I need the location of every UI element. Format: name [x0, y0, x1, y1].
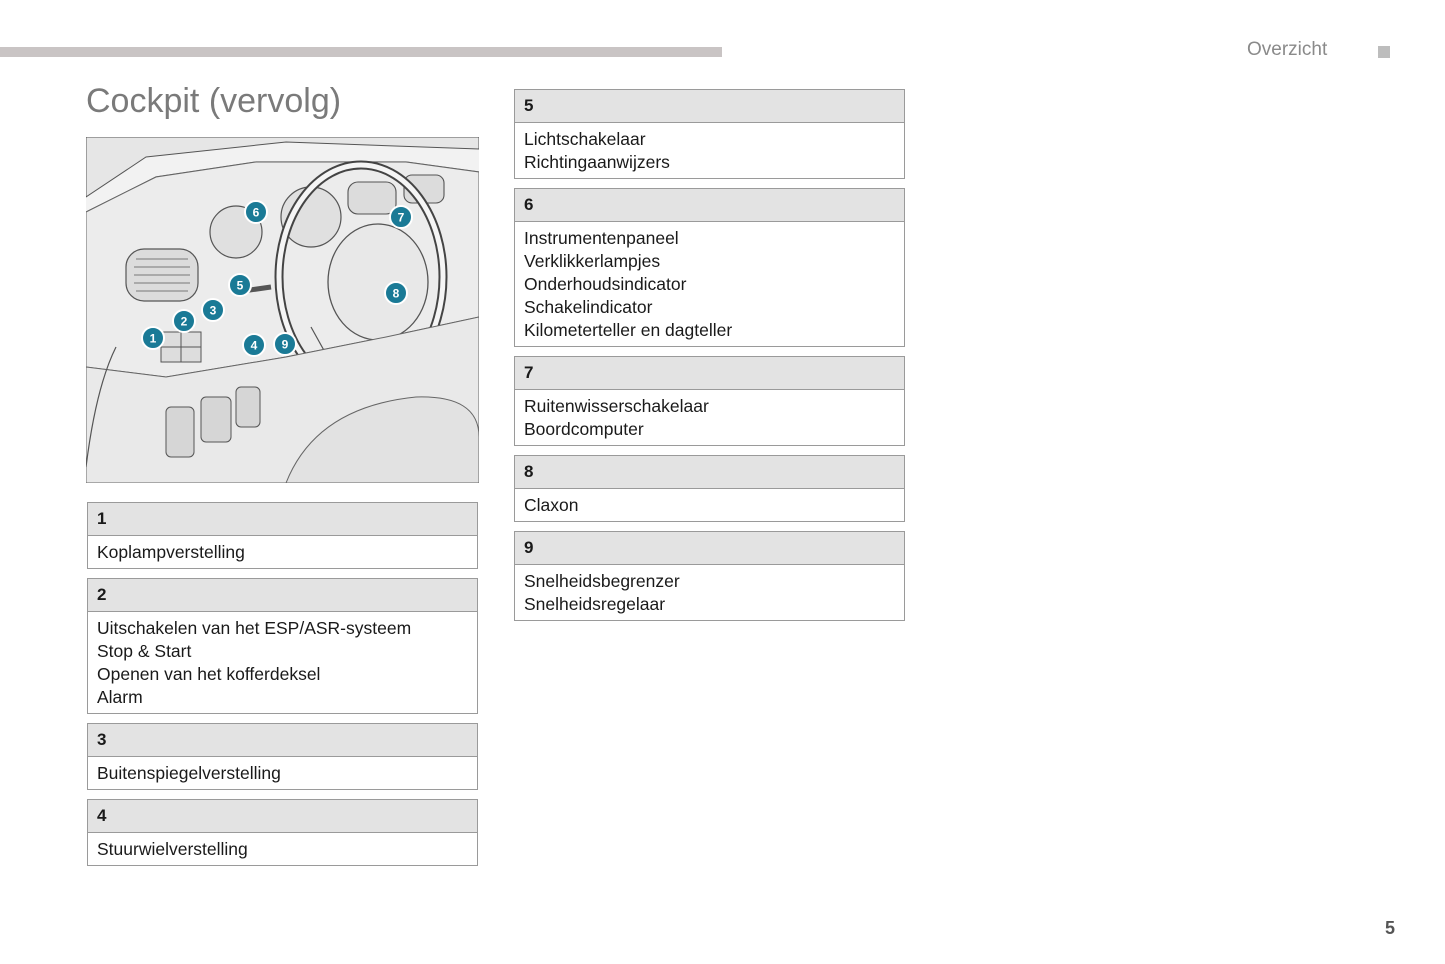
header-bar — [0, 47, 722, 57]
item-number: 2 — [88, 579, 477, 612]
svg-text:8: 8 — [392, 286, 400, 301]
badge-1 — [142, 327, 164, 349]
item-line: Stop & Start — [97, 641, 192, 661]
item-description — [515, 390, 904, 445]
item-line: Boordcomputer — [524, 419, 644, 439]
svg-text:1: 1 — [149, 331, 157, 346]
page-heading: Cockpit (vervolg) — [86, 82, 342, 120]
item-line: Ruitenwisserschakelaar — [524, 396, 709, 416]
item-number: 5 — [515, 90, 904, 123]
item-number: 6 — [515, 189, 904, 222]
item-3 — [87, 723, 478, 790]
cockpit-illustration — [86, 137, 479, 483]
badge-9 — [274, 333, 296, 355]
svg-text:2: 2 — [180, 314, 188, 329]
item-description — [88, 833, 477, 865]
item-line: Snelheidsbegrenzer — [524, 571, 680, 591]
badge-4 — [243, 334, 265, 356]
item-description — [515, 489, 904, 521]
badge-2 — [173, 310, 195, 332]
item-number: 3 — [88, 724, 477, 757]
section-title: Overzicht — [1247, 39, 1328, 60]
item-line: Snelheidsregelaar — [524, 594, 666, 614]
item-6 — [514, 188, 905, 347]
item-line: Buitenspiegelverstelling — [97, 763, 281, 783]
item-line: Claxon — [524, 495, 579, 515]
item-8 — [514, 455, 905, 522]
item-line: Stuurwielverstelling — [97, 839, 248, 859]
item-line: Kilometerteller en dagteller — [524, 320, 733, 340]
item-line: Lichtschakelaar — [524, 129, 646, 149]
item-line: Verklikkerlampjes — [524, 251, 661, 271]
item-2 — [87, 578, 478, 714]
item-number: 1 — [88, 503, 477, 536]
item-1 — [87, 502, 478, 569]
item-line: Openen van het kofferdeksel — [97, 664, 321, 684]
item-number: 8 — [515, 456, 904, 489]
item-line: Richtingaanwijzers — [524, 152, 670, 172]
item-number: 7 — [515, 357, 904, 390]
page-number: 5 — [1385, 918, 1396, 938]
item-line: Onderhoudsindicator — [524, 274, 687, 294]
item-7 — [514, 356, 905, 446]
svg-text:3: 3 — [209, 303, 217, 318]
item-line: Alarm — [97, 687, 143, 707]
item-4 — [87, 799, 478, 866]
section-marker-icon — [1378, 46, 1390, 58]
item-9 — [514, 531, 905, 621]
item-description — [88, 757, 477, 789]
item-number: 9 — [515, 532, 904, 565]
item-line: Uitschakelen van het ESP/ASR-systeem — [97, 618, 412, 638]
item-line: Instrumentenpaneel — [524, 228, 679, 248]
badge-7 — [390, 206, 412, 228]
badge-5 — [229, 274, 251, 296]
item-description — [515, 565, 904, 620]
item-number: 4 — [88, 800, 477, 833]
badge-3 — [202, 299, 224, 321]
svg-text:9: 9 — [281, 337, 289, 352]
svg-text:4: 4 — [250, 338, 258, 353]
item-description — [88, 612, 477, 713]
svg-text:5: 5 — [236, 278, 244, 293]
item-5 — [514, 89, 905, 179]
badge-8 — [385, 282, 407, 304]
cockpit-drawing — [86, 137, 479, 483]
item-description — [88, 536, 477, 568]
item-line: Koplampverstelling — [97, 542, 245, 562]
badge-6 — [245, 201, 267, 223]
svg-text:6: 6 — [252, 205, 260, 220]
item-line: Schakelindicator — [524, 297, 653, 317]
item-description — [515, 222, 904, 346]
item-description — [515, 123, 904, 178]
svg-text:7: 7 — [397, 210, 405, 225]
